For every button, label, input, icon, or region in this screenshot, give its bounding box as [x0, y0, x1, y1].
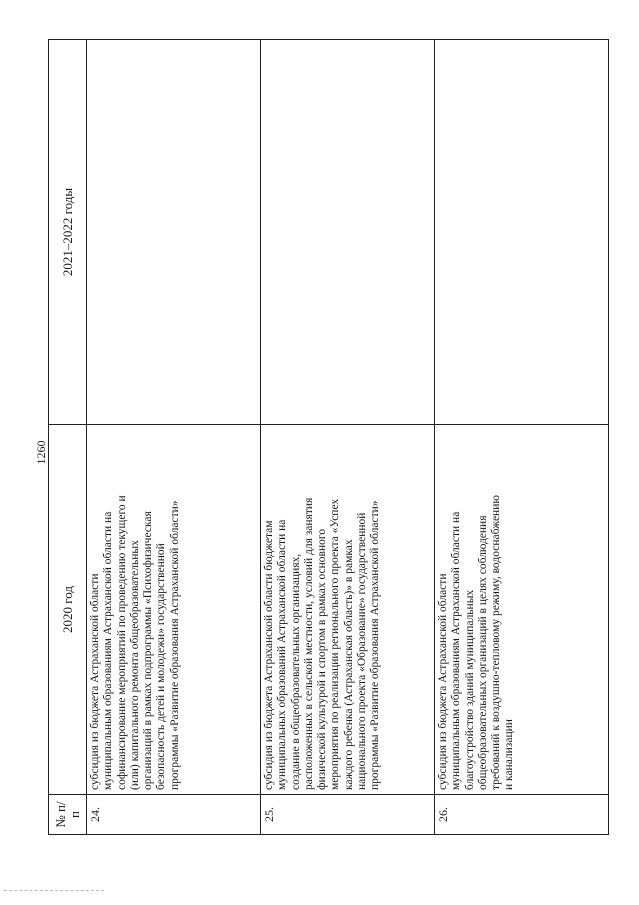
header-2020: 2020 год [49, 425, 87, 795]
text-line: программы «Развитие образования Астраханской области» [369, 500, 382, 790]
row-2021-2022-text [261, 40, 435, 425]
row-2020-text [261, 425, 435, 795]
text-line: организаций в рамках подпрограммы «Психофизическая [142, 511, 155, 790]
row-number: 24. [87, 795, 261, 835]
text-line: требований к воздушно-тепловому режиму, водоснабжению [490, 495, 503, 790]
text-line: субсидия из бюджета Астраханской области [89, 573, 101, 790]
text-line: субсидия из бюджета Астраханской области бюджетам [263, 520, 275, 790]
text-line: общеобразовательных организаций в целях соблюдения [476, 515, 489, 790]
footer-divider [4, 890, 104, 891]
text-line: (или) капитального ремонта общеобразовательных [128, 540, 141, 790]
row-number: 25. [261, 795, 435, 835]
row-2020-text [435, 425, 609, 795]
text-line: софинансирование мероприятий по проведению текущего и [115, 495, 128, 790]
text-line: мероприятия по реализации регионального проекта «Успех [329, 498, 342, 790]
text-line: национального проекта «Образование» государственной [356, 512, 369, 790]
text-line: физической культурой и спортом в рамках основного [316, 528, 329, 790]
row-2020-text [87, 425, 261, 795]
text-line: и канализации [503, 719, 516, 790]
table-row [261, 40, 435, 835]
text-line: муниципальным образованиям Астраханской области на [450, 511, 463, 790]
text-line: программы «Развитие образования Астраханской области» [168, 500, 181, 790]
text-line: муниципальных образований Астраханской области на [276, 519, 289, 790]
text-line: безопасность детей и молодежи» государственной [155, 543, 168, 790]
table-row [435, 40, 609, 835]
table-row [87, 40, 261, 835]
subsidy-table [48, 39, 609, 835]
row-number: 26. [435, 795, 609, 835]
page-number: 1260 [34, 440, 48, 465]
header-number: № п/п [49, 795, 87, 835]
text-line: благоустройство зданий муниципальных [463, 589, 476, 790]
row-2021-2022-text [87, 40, 261, 425]
text-line: муниципальным образованиям Астраханской области на [102, 511, 115, 790]
header-2021-2022: 2021–2022 годы [49, 40, 87, 425]
text-line: создание в общеобразовательных организациях, [289, 553, 302, 790]
text-line: субсидия из бюджета Астраханской области [437, 573, 449, 790]
text-line: расположенных в сельской местности, условий для занятия [302, 497, 315, 790]
table-header-row [49, 40, 87, 835]
text-line: каждого ребенка (Астраханская область)» в рамках [342, 539, 355, 790]
row-2021-2022-text [435, 40, 609, 425]
